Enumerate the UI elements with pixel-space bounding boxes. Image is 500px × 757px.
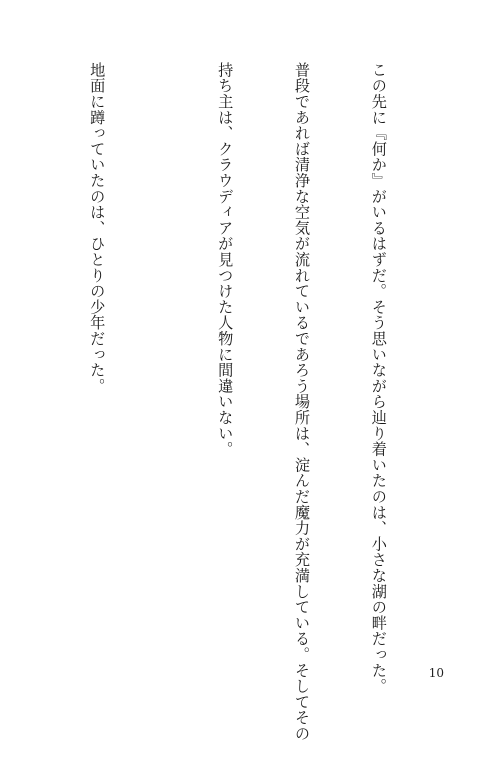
text-line: この先に『何か』がいるはずだ。そう思いながら辿り着いたのは、小さな湖の畔だった。 bbox=[369, 62, 388, 694]
text-line: 地面に蹲っていたのは、ひとりの少年だった。 bbox=[88, 62, 107, 394]
text-line: 普段であれば清浄な空気が流れているであろう場所は、淀んだ魔力が充満している。そしてその bbox=[293, 62, 312, 742]
page-number: 10 bbox=[428, 666, 444, 680]
text-line: 持ち主は、クラウディアが見つけた人物に間違いない。 bbox=[216, 62, 235, 457]
